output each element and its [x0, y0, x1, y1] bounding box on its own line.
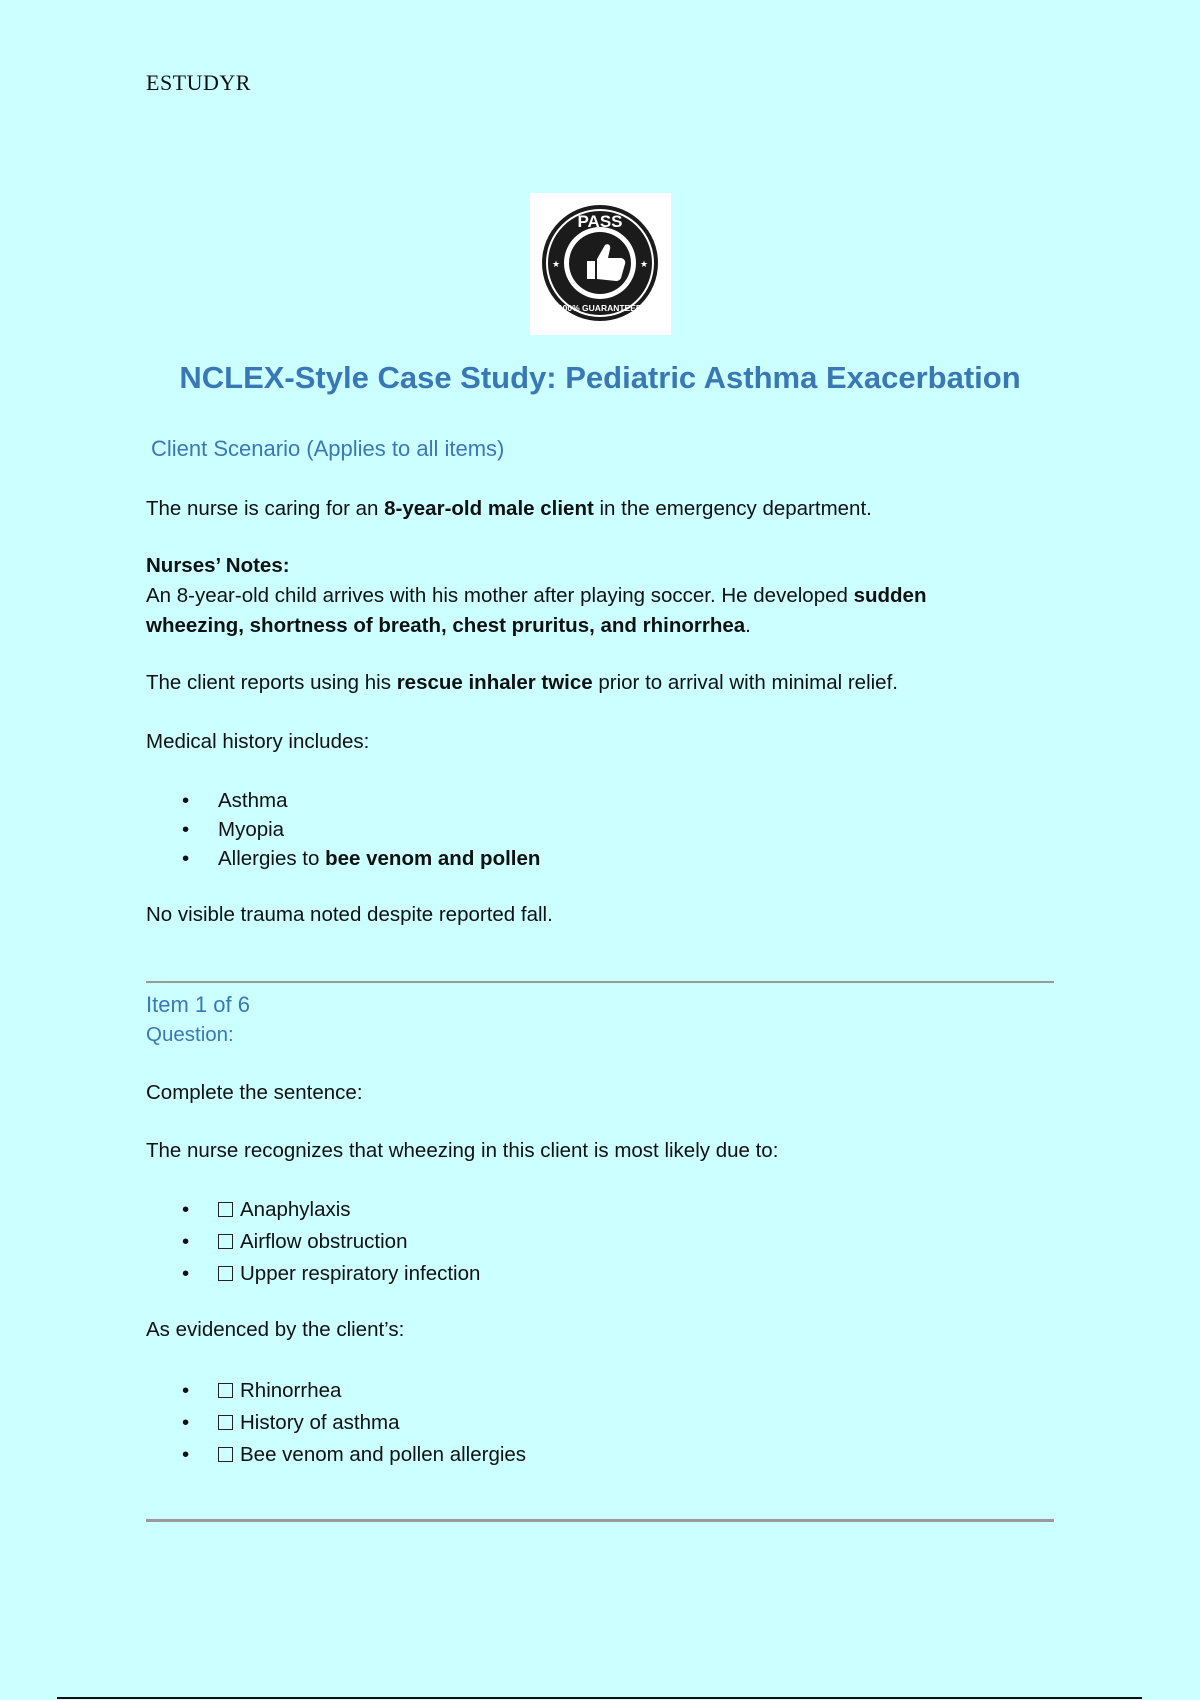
header-brand: ESTUDYR — [146, 70, 251, 95]
inhaler-note: The client reports using his rescue inhaler twice prior to arrival with minimal relief. — [146, 671, 898, 694]
evidence-options — [146, 1375, 526, 1471]
pass-guaranteed-logo — [530, 193, 671, 335]
page-title: NCLEX-Style Case Study: Pediatric Asthma Exacerbation — [179, 360, 1021, 395]
option-upper-respiratory-infection[interactable]: • Upper respiratory infection — [146, 1258, 480, 1290]
list-item: • Asthma — [146, 786, 540, 815]
evidence-stem: As evidenced by the client’s: — [146, 1318, 405, 1341]
option-allergies[interactable]: • Bee venom and pollen allergies — [146, 1439, 526, 1471]
item-counter: Item 1 of 6 — [146, 992, 250, 1017]
svg-text:★: ★ — [639, 259, 649, 269]
cause-options — [146, 1194, 480, 1290]
option-history-of-asthma[interactable]: • History of asthma — [146, 1407, 526, 1439]
list-item: • Allergies to bee venom and pollen — [146, 844, 540, 873]
badge-pass-text: PASS — [577, 212, 623, 231]
scenario-intro: The nurse is caring for an 8-year-old male client in the emergency department. — [146, 497, 872, 520]
checkbox[interactable] — [218, 1234, 233, 1249]
badge-guarantee-text: 100% GUARANTEED — [557, 303, 643, 313]
question-stem: The nurse recognizes that wheezing in this client is most likely due to: — [146, 1139, 779, 1162]
question-label: Question: — [146, 1023, 234, 1046]
checkbox[interactable] — [218, 1266, 233, 1281]
checkbox[interactable] — [218, 1202, 233, 1217]
option-airflow-obstruction[interactable]: • Airflow obstruction — [146, 1226, 480, 1258]
checkbox[interactable] — [218, 1415, 233, 1430]
question-instruction: Complete the sentence: — [146, 1081, 363, 1104]
nurses-notes-text: An 8-year-old child arrives with his mother after playing soccer. He developed sudden wheezing, shortness of breath, chest pruritus, and rhinorrhea. — [146, 584, 927, 637]
section-divider — [146, 981, 1054, 983]
svg-text:★: ★ — [551, 259, 561, 269]
section-divider — [146, 1519, 1054, 1522]
scenario-heading: Client Scenario (Applies to all items) — [151, 436, 505, 461]
nurses-notes-heading: Nurses’ Notes: — [146, 554, 290, 577]
option-anaphylaxis[interactable]: • Anaphylaxis — [146, 1194, 480, 1226]
checkbox[interactable] — [218, 1383, 233, 1398]
option-rhinorrhea[interactable]: • Rhinorrhea — [146, 1375, 526, 1407]
checkbox[interactable] — [218, 1447, 233, 1462]
list-item: • Myopia — [146, 815, 540, 844]
trauma-note: No visible trauma noted despite reported fall. — [146, 903, 553, 926]
history-list — [146, 786, 540, 873]
footer-rule — [57, 1697, 1142, 1699]
history-heading: Medical history includes: — [146, 730, 370, 753]
pass-badge-icon — [530, 193, 671, 335]
